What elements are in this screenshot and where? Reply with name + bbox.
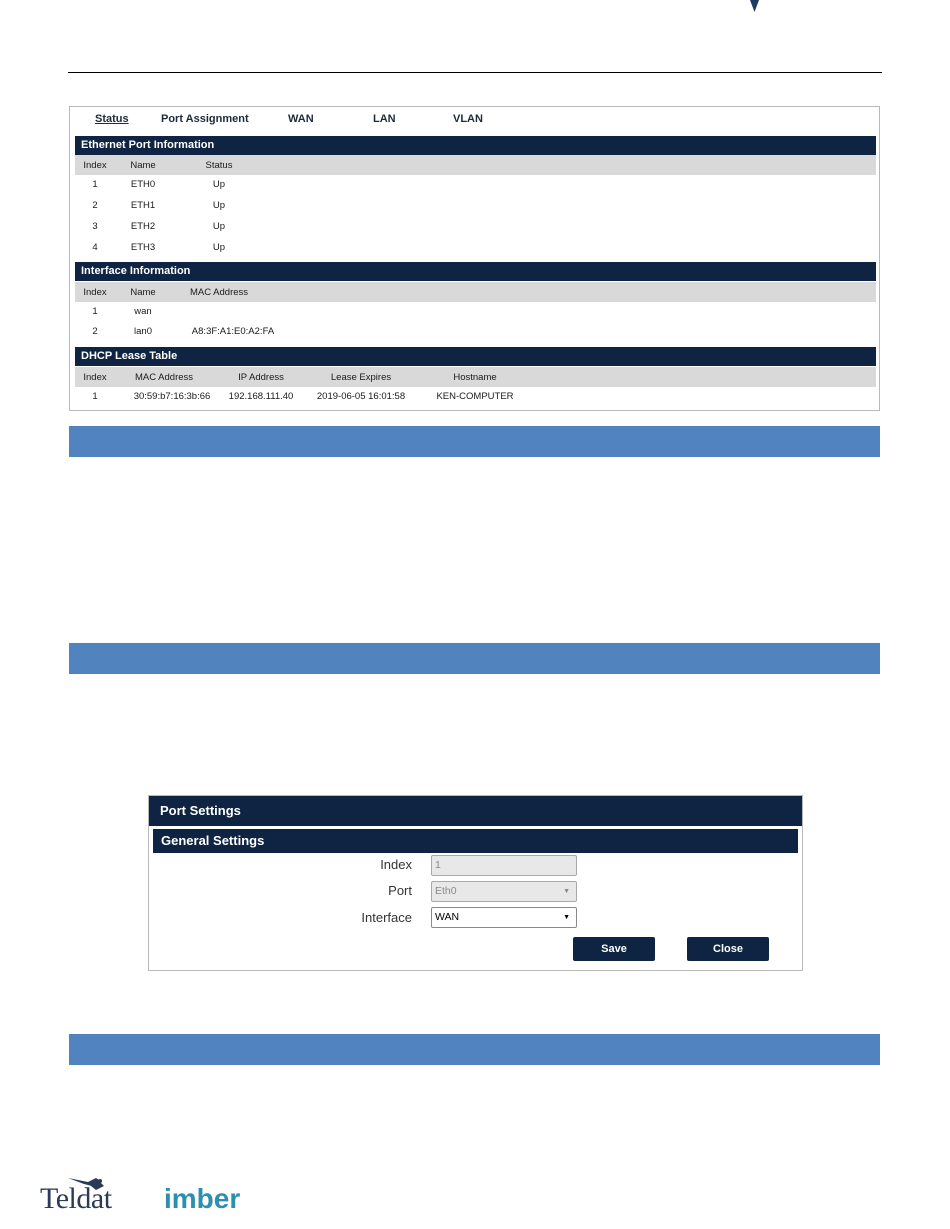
- status-panel: [69, 106, 880, 411]
- tab-port-assignment[interactable]: Port Assignment: [161, 113, 249, 125]
- table-cell: ETH3: [130, 242, 156, 253]
- tab-bar: [70, 107, 879, 133]
- chevron-down-icon: ▼: [563, 914, 570, 921]
- column-header: Status: [205, 160, 233, 171]
- table-cell: 1: [92, 306, 98, 317]
- logo-imber-text: imber: [164, 1183, 241, 1214]
- table-cell: 1: [92, 391, 98, 402]
- general-settings-header: General Settings: [153, 829, 798, 853]
- column-header: Lease Expires: [330, 372, 392, 383]
- index-value: 1: [435, 859, 441, 871]
- interface-value: WAN: [435, 911, 460, 923]
- ethernet-section-header: Ethernet Port Information: [75, 136, 876, 155]
- table-cell: Up: [212, 242, 226, 253]
- table-cell: 3: [92, 221, 98, 232]
- table-cell: A8:3F:A1:E0:A2:FA: [191, 326, 275, 337]
- logo-teldat-text: Teldat: [40, 1182, 112, 1215]
- table-cell: ETH2: [130, 221, 156, 232]
- interface-label: Interface: [361, 910, 412, 925]
- table-cell: Up: [212, 200, 226, 211]
- column-header: IP Address: [238, 372, 284, 383]
- port-settings-dialog: [148, 795, 803, 971]
- tab-status[interactable]: Status: [95, 113, 129, 125]
- table-cell: KEN-COMPUTER: [436, 391, 514, 402]
- column-header: Index: [83, 372, 107, 383]
- column-header: MAC Address: [134, 372, 194, 383]
- table-cell: ETH1: [130, 200, 156, 211]
- table-cell: 30:59:b7:16:3b:66: [133, 391, 211, 402]
- dhcp-column-header: [75, 367, 876, 387]
- close-button[interactable]: Close: [687, 937, 769, 961]
- tab-vlan[interactable]: VLAN: [453, 113, 483, 125]
- table-cell: ETH0: [130, 179, 156, 190]
- dhcp-section-header: DHCP Lease Table: [75, 347, 876, 366]
- table-cell: 4: [92, 242, 98, 253]
- table-cell: wan: [134, 306, 152, 317]
- port-select: [431, 881, 577, 902]
- table-cell: 1: [92, 179, 98, 190]
- index-field: [431, 855, 577, 876]
- table-cell: Up: [212, 179, 226, 190]
- port-value: Eth0: [435, 885, 457, 897]
- interface-section-header: Interface Information: [75, 262, 876, 281]
- table-cell: 2019-06-05 16:01:58: [316, 391, 406, 402]
- column-header: MAC Address: [189, 287, 249, 298]
- column-header: Name: [130, 160, 156, 171]
- column-header: Name: [130, 287, 156, 298]
- table-cell: lan0: [134, 326, 152, 337]
- index-label: Index: [380, 857, 412, 872]
- tab-lan[interactable]: LAN: [373, 113, 396, 125]
- page-corner-mark: [750, 0, 759, 12]
- column-header: Index: [83, 160, 107, 171]
- page-header-rule: [68, 72, 882, 73]
- dialog-title: Port Settings: [149, 796, 802, 826]
- interface-select[interactable]: [431, 907, 577, 928]
- chevron-down-icon: ▼: [563, 888, 570, 895]
- section-bar: [69, 643, 880, 674]
- column-header: Hostname: [453, 372, 497, 383]
- save-button[interactable]: Save: [573, 937, 655, 961]
- ethernet-column-header: [75, 155, 876, 175]
- section-bar: [69, 426, 880, 457]
- table-cell: Up: [212, 221, 226, 232]
- table-cell: 2: [92, 326, 98, 337]
- table-cell: 192.168.111.40: [228, 391, 294, 402]
- port-label: Port: [388, 883, 412, 898]
- table-cell: 2: [92, 200, 98, 211]
- interface-column-header: [75, 282, 876, 302]
- column-header: Index: [83, 287, 107, 298]
- section-bar: [69, 1034, 880, 1065]
- tab-wan[interactable]: WAN: [288, 113, 314, 125]
